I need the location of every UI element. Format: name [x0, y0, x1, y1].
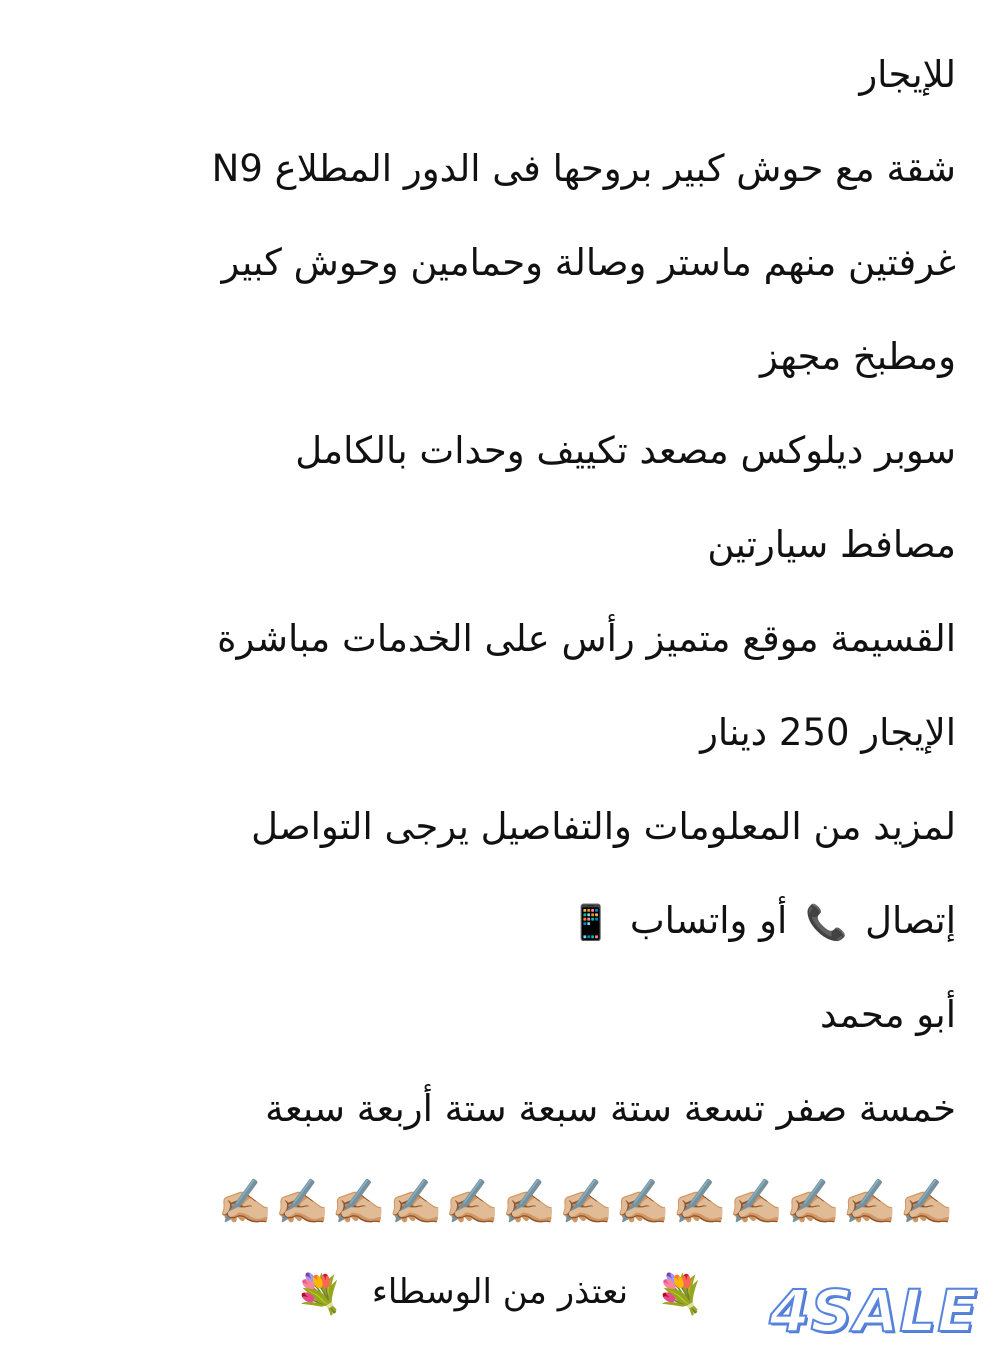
writing-hand-icon-row: ✍🏼✍🏼✍🏼✍🏼✍🏼✍🏼✍🏼✍🏼✍🏼✍🏼✍🏼✍🏼✍🏼 — [217, 1177, 956, 1228]
telephone-icon: 📞 — [805, 902, 848, 943]
closing-text: نعتذر من الوسطاء — [371, 1272, 629, 1312]
whatsapp-text: أو واتساب — [629, 899, 788, 942]
ad-line-kitchen: ومطبخ مجهز — [759, 335, 956, 378]
bouquet-icon: 💐 — [656, 1271, 705, 1316]
mobile-phone-icon: 📱 — [569, 902, 613, 943]
ad-line-location: القسيمة موقع متميز رأس على الخدمات مباشرة — [217, 617, 956, 660]
ad-line-rent-price: الإيجار 250 دينار — [700, 711, 956, 754]
ad-line-description: شقة مع حوش كبير بروحها فى الدور المطلاع N9 — [211, 147, 956, 190]
bouquet-icon: 💐 — [295, 1271, 344, 1316]
ad-phone-words: خمسة صفر تسعة ستة سبعة ستة أربعة سبعة — [265, 1087, 956, 1130]
4sale-watermark-logo: 4SALE — [769, 1277, 978, 1345]
ad-title: للإيجار — [859, 53, 956, 96]
ad-line-more-info: لمزيد من المعلومات والتفاصيل يرجى التواصل — [251, 805, 956, 848]
ad-line-features: سوبر ديلوكس مصعد تكييف وحدات بالكامل — [295, 429, 956, 472]
call-text: إتصال — [865, 899, 956, 942]
ad-contact-name: أبو محمد — [820, 993, 956, 1036]
ad-line-rooms: غرفتين منهم ماستر وصالة وحمامين وحوش كبير — [221, 241, 956, 284]
ad-body — [20, 28, 956, 1250]
ad-line-parking: مصافط سيارتين — [707, 523, 956, 566]
ad-line-contact — [20, 874, 956, 968]
